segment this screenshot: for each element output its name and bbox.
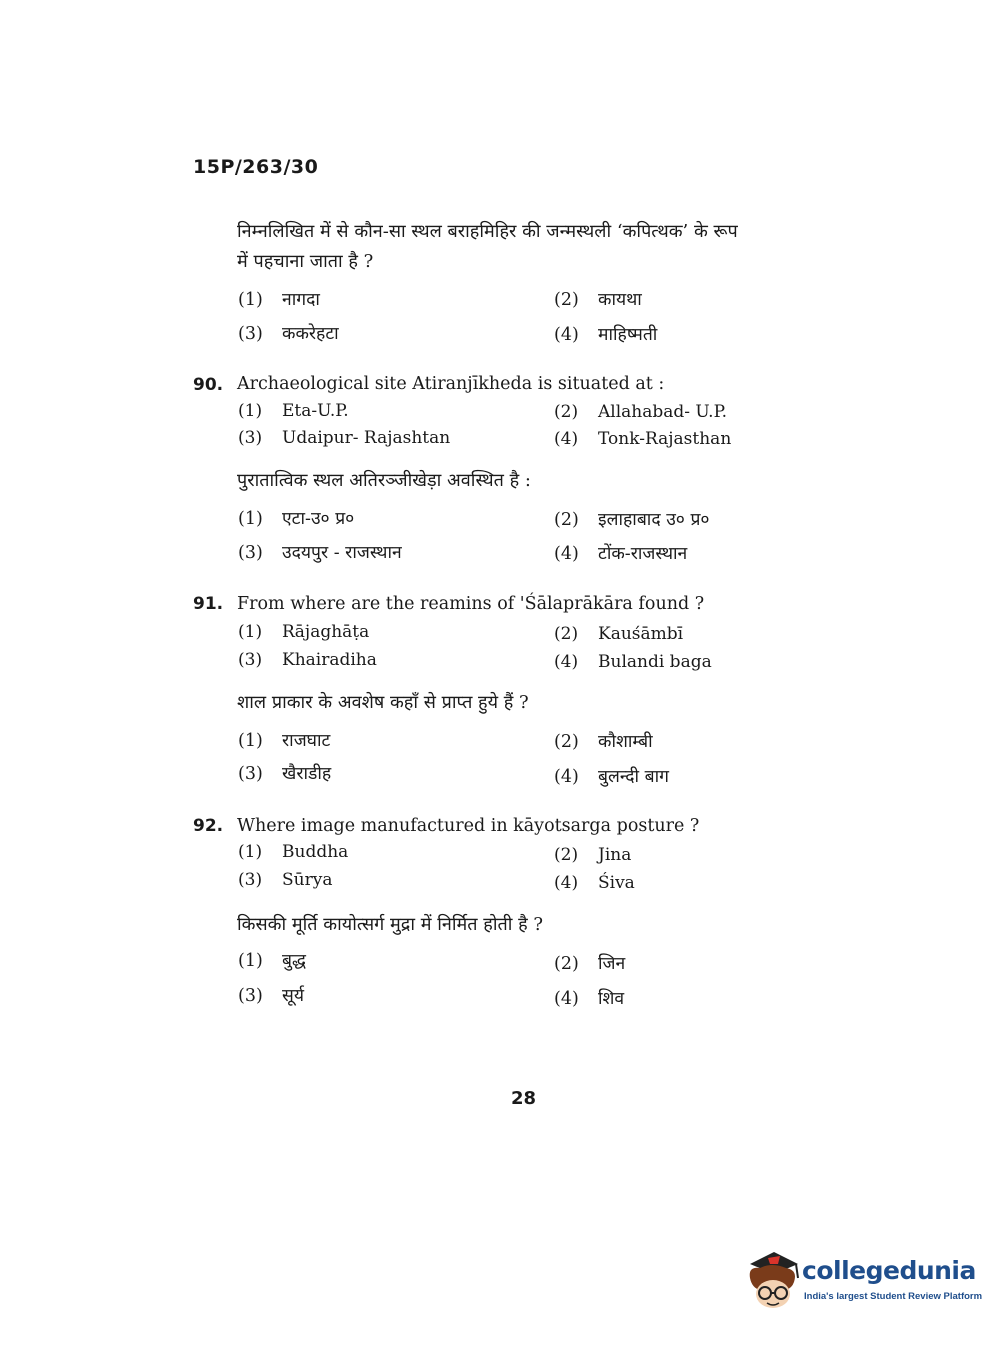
mascot-icon bbox=[742, 1248, 804, 1314]
q91-english-option-4: (4) Bulandi baga bbox=[554, 652, 712, 672]
q90-hindi-option-3: (3) उदयपुर - राजस्थान bbox=[238, 543, 402, 563]
q91-english-stem: From where are the reamins of 'Śālaprākāra found ? bbox=[237, 594, 705, 614]
q90-english-option-1: (1) Eta-U.P. bbox=[238, 401, 349, 421]
q92-english-option-3: (3) Sūrya bbox=[238, 870, 333, 890]
q90-hindi-option-2: (2) इलाहाबाद उ० प्र० bbox=[554, 510, 710, 530]
q89-hindi-option-4: (4) माहिष्मती bbox=[554, 325, 658, 345]
q92-english-stem: Where image manufactured in kāyotsarga posture ? bbox=[237, 816, 700, 836]
q92-hindi-option-1: (1) बुद्ध bbox=[238, 951, 306, 971]
q91-hindi-option-1: (1) राजघाट bbox=[238, 731, 331, 751]
q91-hindi-stem: शाल प्राकार के अवशेष कहाँ से प्राप्त हुये हैं ? bbox=[237, 692, 529, 713]
q92-english-option-1: (1) Buddha bbox=[238, 842, 349, 862]
q90-english-option-2: (2) Allahabad- U.P. bbox=[554, 402, 727, 422]
q91-english-option-1: (1) Rājaghāṭa bbox=[238, 622, 370, 642]
logo-brand-text: collegedunia bbox=[802, 1256, 976, 1285]
q89-hindi-option-1: (1) नागदा bbox=[238, 290, 320, 310]
q92-hindi-option-4: (4) शिव bbox=[554, 989, 625, 1009]
q90-hindi-option-1: (1) एटा-उ० प्र० bbox=[238, 509, 355, 529]
q89-hindi-option-2: (2) कायथा bbox=[554, 290, 642, 310]
q89-hindi-option-3: (3) ककरेहटा bbox=[238, 324, 339, 344]
q91-hindi-option-3: (3) खैराडीह bbox=[238, 764, 332, 784]
logo-tagline: India's largest Student Review Platform bbox=[804, 1291, 983, 1302]
q89-hindi-stem-line1: निम्नलिखित में से कौन-सा स्थल बराहमिहिर की जन्मस्थली ‘कपित्थक’ के रूप bbox=[237, 221, 738, 242]
q91-english-option-2: (2) Kauśāmbī bbox=[554, 624, 684, 644]
q89-hindi-stem-line2: में पहचाना जाता है ? bbox=[237, 251, 374, 272]
q91-english-option-3: (3) Khairadiha bbox=[238, 650, 377, 670]
q91-hindi-option-4: (4) बुलन्दी बाग bbox=[554, 767, 670, 787]
q90-english-option-4: (4) Tonk-Rajasthan bbox=[554, 429, 732, 449]
q92-english-option-2: (2) Jina bbox=[554, 845, 632, 865]
page-number: 28 bbox=[511, 1088, 537, 1109]
q91-number: 91. bbox=[193, 594, 224, 614]
collegedunia-logo bbox=[742, 1248, 983, 1314]
q92-hindi-option-3: (3) सूर्य bbox=[238, 986, 304, 1006]
q92-hindi-stem: किसकी मूर्ति कायोत्सर्ग मुद्रा में निर्मित होती है ? bbox=[237, 914, 544, 935]
q90-hindi-stem: पुरातात्विक स्थल अतिरञ्जीखेड़ा अवस्थित है : bbox=[237, 470, 531, 491]
q92-number: 92. bbox=[193, 816, 224, 836]
q90-english-stem: Archaeological site Atiranjīkheda is situated at : bbox=[237, 374, 665, 394]
q91-hindi-option-2: (2) कौशाम्बी bbox=[554, 732, 653, 752]
q90-number: 90. bbox=[193, 375, 224, 395]
q90-hindi-option-4: (4) टोंक-राजस्थान bbox=[554, 544, 688, 564]
paper-code: 15P/263/30 bbox=[193, 156, 319, 178]
q92-hindi-option-2: (2) जिन bbox=[554, 954, 626, 974]
q92-english-option-4: (4) Śiva bbox=[554, 873, 635, 893]
q90-english-option-3: (3) Udaipur- Rajashtan bbox=[238, 428, 451, 448]
